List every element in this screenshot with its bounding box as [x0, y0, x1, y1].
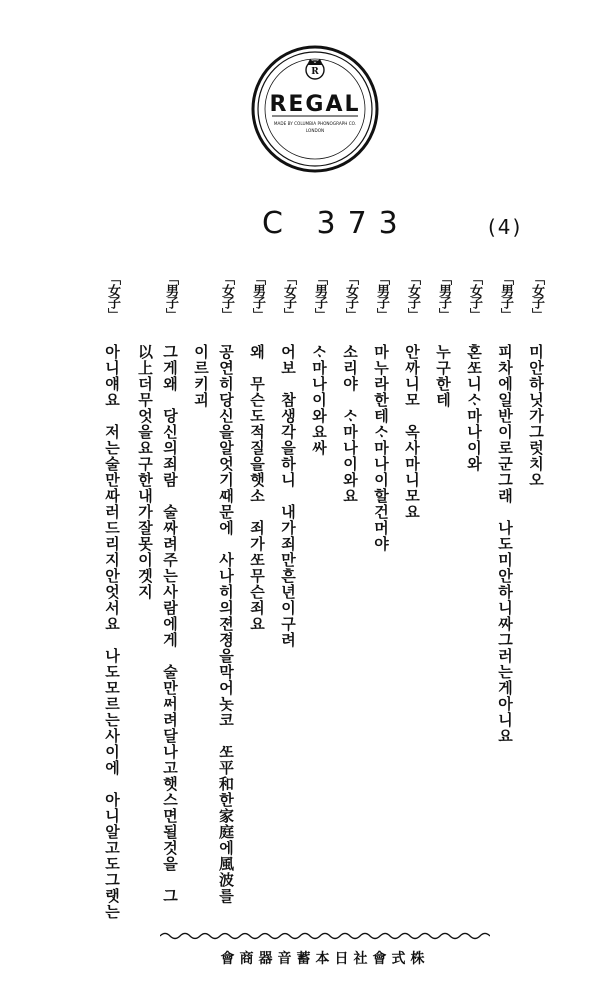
lyric-column — [336, 272, 364, 932]
svg-text:REGAL: REGAL — [269, 92, 361, 117]
speaker-label: 「男子」 — [250, 272, 265, 320]
speaker-label: 「女子」 — [219, 272, 234, 320]
speaker-label: 「女子」 — [529, 272, 544, 320]
lyric-line: 왜 무슨도적질을햇소 죄가ᄯᅩ무슨죄요 — [248, 344, 266, 632]
lyric-line: 공연히당신을알엇기ᄯᅢ문에 사나히의젼졍을막어놋코 ᄯᅩ平和한家庭에風波를 — [217, 344, 235, 904]
lyric-column — [212, 272, 240, 932]
speaker-label: 「女子」 — [467, 272, 482, 320]
catalog-number: C 373 — [262, 206, 410, 241]
regal-logo — [250, 44, 380, 174]
lyrics-body — [90, 272, 550, 932]
lyric-line: 안ᄭᅡ니모 옥사마니모요 — [403, 344, 421, 520]
lyric-column — [460, 272, 488, 932]
lyric-column — [367, 272, 395, 932]
lyric-line: 그게왜 당신의죄람 술ᄶᅡ려주는사람에게 술만ᄶᅥ려달나고햇스면될것을 그 — [161, 344, 179, 904]
lyric-line: 소리야 ᄉᆞ마나이와요 — [341, 344, 359, 504]
lyric-line: 以上더무엇을요구한내가잘못이겟지 — [136, 344, 154, 600]
lyric-line: 누구한테 — [434, 344, 452, 408]
lyric-line: 이르키괴 — [192, 344, 210, 408]
lyric-line: 혼ᄯᅩ니ᄉᆞ마나이와 — [465, 344, 483, 472]
speaker-label: 「男子」 — [374, 272, 389, 320]
lyric-line: ᄉᆞ마나이와요싸 — [310, 344, 328, 456]
lyric-column — [131, 272, 159, 932]
speaker-label: 「男子」 — [312, 272, 327, 320]
speaker-label: 「男子」 — [163, 272, 178, 320]
lyric-column — [274, 272, 302, 932]
lyric-line: 피차에일반이로군그래 나도미안하니ᄶᅡ그러는게아니요 — [496, 344, 514, 744]
lyric-line: 아니얘요 저는술만ᄯᅡ러드리지안엇서요 나도모르는사이에 아니알고도그랫는 — [103, 344, 121, 920]
lyric-column — [156, 272, 184, 932]
regal-logo-graphic — [250, 44, 380, 174]
speaker-label: 「女子」 — [343, 272, 358, 320]
lyric-column — [522, 272, 550, 932]
speaker-label — [131, 272, 159, 334]
lyric-column — [305, 272, 333, 932]
page-number: (4) — [488, 215, 523, 239]
lyric-line: 미안하닛가그럿치오 — [527, 344, 545, 488]
lyric-line: 어보 참생각을하니 내가죄만흔년이구려 — [279, 344, 297, 648]
speaker-label: 「女子」 — [105, 272, 120, 320]
svg-text:MADE BY COLUMBIA PHONOGRAPH CO: MADE BY COLUMBIA PHONOGRAPH CO. — [273, 121, 357, 126]
lyric-line: 마누라한테ᄉᆞ마나이할건머야 — [372, 344, 390, 552]
speaker-label: 「女子」 — [281, 272, 296, 320]
lyric-column — [398, 272, 426, 932]
speaker-label: 「男子」 — [498, 272, 513, 320]
speaker-label: 「男子」 — [436, 272, 451, 320]
speaker-label: 「女子」 — [405, 272, 420, 320]
svg-text:LONDON: LONDON — [305, 128, 325, 133]
publisher-name: 會商器音蓄本日社會式株 — [220, 951, 430, 967]
wavy-divider — [160, 930, 490, 942]
lyric-column — [429, 272, 457, 932]
lyric-column — [98, 272, 126, 932]
speaker-label — [187, 272, 215, 334]
lyric-column — [243, 272, 271, 932]
svg-text:R: R — [311, 67, 319, 77]
lyric-column — [491, 272, 519, 932]
lyric-column — [187, 272, 215, 932]
